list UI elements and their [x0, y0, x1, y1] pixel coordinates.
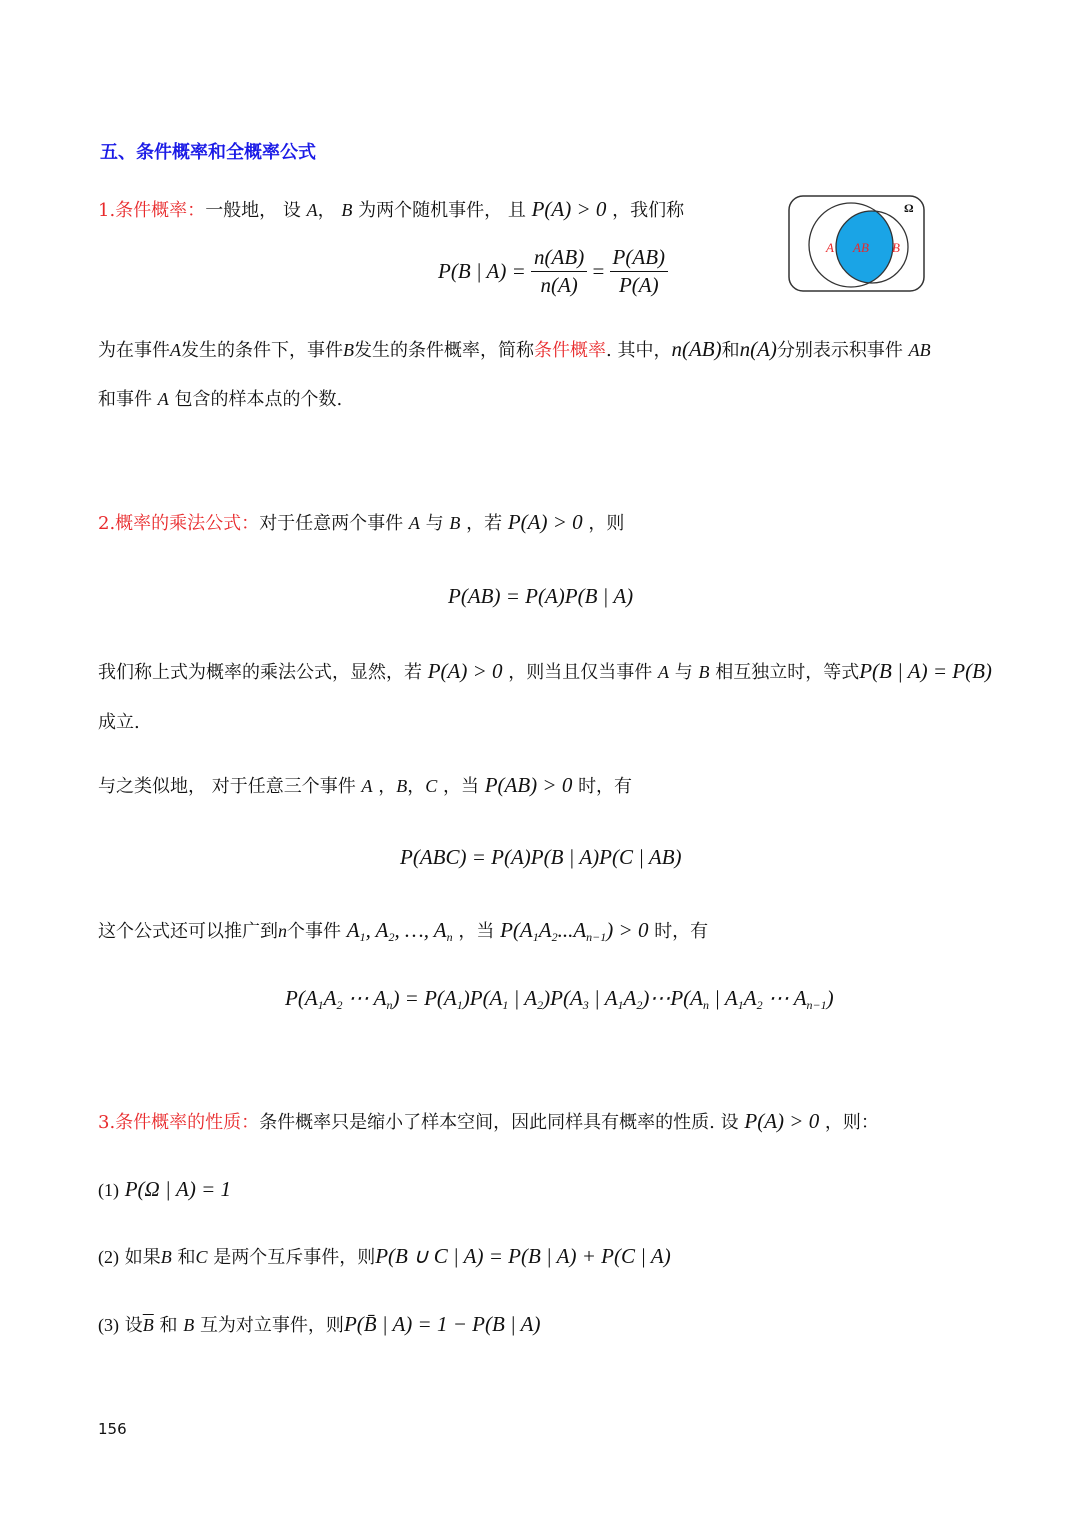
text: 设 [124, 1315, 143, 1336]
text: 分别表示积事件 [776, 340, 903, 361]
condition-formula: P(A) > 0 [507, 510, 583, 534]
label-a: A [826, 240, 834, 255]
text: 与 [674, 662, 693, 683]
var-a: A [658, 662, 670, 682]
text: 这个公式还可以推广到 [98, 921, 278, 942]
p2-line5 [98, 917, 708, 945]
item-formula: P(B ∪ C | A) = P(B | A) + P(C | A) [375, 1244, 671, 1268]
event-list: $A_1$, $A_2$, …, $A_n$ [346, 918, 453, 944]
text: 是两个互斥事件，则 [213, 1247, 376, 1268]
fraction-denominator: n(A) [540, 273, 578, 297]
var-a: A [157, 389, 169, 409]
page-number: 156 [98, 1420, 127, 1438]
item-formula: P(B̄ | A) = 1 − P(B | A) [343, 1312, 541, 1336]
text: ，若 [466, 513, 503, 534]
p1-text: 一般地， 设 [205, 200, 301, 221]
property-item-2: (2) 如果B 和C 是两个互斥事件，则P(B ∪ C | A) = P(B | A) + P(C | A) [98, 1244, 671, 1268]
p1-line3 [98, 385, 342, 411]
p2-line3: 成立. [98, 712, 140, 733]
conditional-probability-formula [438, 245, 668, 298]
text: ，当 [458, 921, 495, 942]
independence-formula: P(B | A) = P(B) [859, 659, 992, 683]
p1-text: 为两个随机事件， 且 [358, 200, 526, 221]
fraction-probability [610, 245, 668, 298]
p2-label: 2.概率的乘法公式： [98, 513, 260, 534]
text: 和 [177, 1247, 196, 1268]
formula-nab: n(AB) [671, 337, 722, 361]
formula-lhs: P(B | A) = [438, 259, 526, 283]
n-event-formula: $P(A_1A_2$ ⋯ $A_n) = P(A_1)P(A_1$ | $A_2)P(A_3$ | $A_1A_2)\cdots P(A_n$ | $A_1A_2$ ⋯ $A_{n-1}$) [285, 986, 834, 1012]
multiplication-formula: P(AB) = P(A)P(B | A) [448, 584, 634, 608]
text: 和事件 [98, 389, 152, 410]
var-b: B [449, 513, 461, 533]
condition-formula-ab: P(AB) > 0 [484, 773, 573, 797]
omega-label: Ω [904, 201, 914, 215]
item-number: (3) [98, 1315, 119, 1335]
equals-sign: = [592, 259, 605, 283]
text: 与之类似地， 对于任意三个事件 [98, 776, 356, 797]
condition-formula-n: $P(A_1A_2...A_{n-1}) > 0$ [500, 918, 649, 944]
var-a: A [306, 200, 318, 220]
p1-label: 1.条件概率： [98, 200, 206, 221]
text: 发生的条件下，事件 [181, 340, 343, 361]
var-b: B [183, 1315, 195, 1335]
text: ，当 [442, 776, 479, 797]
property-item-1 [98, 1177, 231, 1202]
text: ，则当且仅当事件 [508, 662, 653, 683]
var-a: A [408, 513, 420, 533]
p3-line1 [98, 1108, 879, 1134]
comma: ， [317, 200, 336, 221]
text: 与 [425, 513, 444, 534]
p2-line1 [98, 509, 624, 535]
p3-label: 3.条件概率的性质： [98, 1112, 260, 1133]
text: 和 [721, 340, 740, 361]
var-b: B [698, 662, 710, 682]
var-n: n [278, 921, 287, 941]
var-ab: AB [908, 340, 931, 360]
var-b: B [341, 200, 353, 220]
text: 时，有 [654, 921, 709, 942]
text: 相互独立时，等式 [715, 662, 860, 683]
formula-na: n(A) [739, 337, 777, 361]
condition-formula: P(A) > 0 [744, 1109, 820, 1133]
text: 条件概率只是缩小了样本空间，因此同样具有概率的性质. 设 [259, 1112, 739, 1133]
p2-line2 [98, 658, 992, 684]
p1-line1 [98, 196, 684, 222]
text: 个事件 [287, 921, 341, 942]
p1-line2 [98, 336, 931, 362]
text: 为在事件 [98, 340, 170, 361]
text: 发生的条件概率，简称 [354, 340, 534, 361]
text: 和 [159, 1315, 178, 1336]
text: 时，有 [578, 776, 633, 797]
property-item-3: (3) 设$\overline{B}$ 和 B 互为对立事件，则P(B̄ | A) = 1 − P(B | A) [98, 1312, 541, 1336]
fraction-count [531, 245, 587, 298]
venn-diagram [788, 195, 926, 293]
three-event-formula: P(ABC) = P(A)P(B | A)P(C | AB) [400, 845, 682, 869]
text: 我们称上式为概率的乘法公式，显然，若 [98, 662, 422, 683]
text: 对于任意两个事件 [259, 513, 404, 534]
fraction-denominator: P(A) [618, 273, 659, 297]
var-b: B [343, 340, 354, 360]
var-a: A [170, 340, 181, 360]
highlight-term: 条件概率 [534, 340, 606, 361]
fraction-numerator: n(AB) [531, 245, 587, 272]
item-number: (1) [98, 1180, 119, 1200]
text: 互为对立事件，则 [199, 1315, 344, 1336]
fraction-numerator: P(AB) [610, 245, 668, 272]
label-ab: AB [853, 240, 869, 255]
text: ，则： [824, 1112, 879, 1133]
p1-text: ，我们称 [612, 200, 685, 221]
item-number: (2) [98, 1247, 119, 1267]
condition-formula: P(A) > 0 [531, 197, 607, 221]
var-b: B [160, 1247, 172, 1267]
condition-formula: P(A) > 0 [427, 659, 503, 683]
text: 如果 [124, 1247, 161, 1268]
text: 包含的样本点的个数. [174, 389, 343, 410]
p2-line4: 与之类似地， 对于任意三个事件 A ，B，C ，当 P(AB) > 0 时，有 [98, 773, 633, 797]
item-formula: P(Ω | A) = 1 [124, 1177, 232, 1201]
section-title: 五、条件概率和全概率公式 [100, 142, 316, 163]
text: . 其中， [606, 340, 672, 361]
label-b: B [892, 240, 900, 255]
text: ，则 [588, 513, 625, 534]
